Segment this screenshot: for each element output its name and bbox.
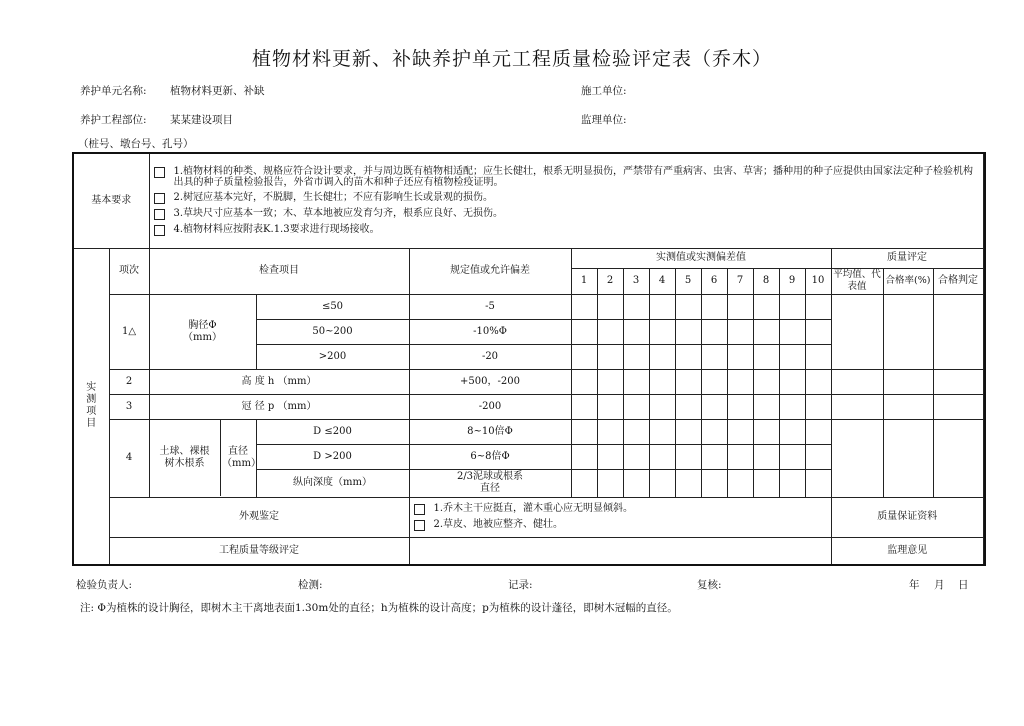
value-cell[interactable] [805, 469, 831, 497]
value-cell[interactable] [675, 444, 701, 469]
basic-requirement-item: 4.植物材料应按附表K.1.3要求进行现场接收。 [150, 222, 983, 238]
col-number: 6 [701, 268, 727, 294]
page-title: 植物材料更新、补缺养护单元工程质量检验评定表（乔木） [251, 48, 772, 70]
row1-range: ≤50 [256, 294, 409, 319]
value-cell[interactable] [623, 444, 649, 469]
pile-label: （桩号、墩台号、孔号） [78, 138, 194, 150]
value-cell[interactable] [727, 394, 753, 419]
value-cell[interactable] [675, 294, 701, 319]
value-cell[interactable] [623, 419, 649, 444]
col-number: 3 [623, 268, 649, 294]
value-cell[interactable] [571, 319, 597, 344]
value-cell[interactable] [649, 344, 675, 369]
col-avg: 平均值、代表值 [831, 268, 883, 294]
appearance-label: 外观鉴定 [109, 497, 409, 537]
col-check-item: 检查项目 [149, 248, 409, 294]
value-cell[interactable] [701, 394, 727, 419]
row4-item-label: 土球、裸根树木根系 [150, 420, 221, 496]
value-cell[interactable] [753, 444, 779, 469]
value-cell[interactable] [649, 444, 675, 469]
col-number: 1 [571, 268, 597, 294]
value-cell[interactable] [649, 394, 675, 419]
value-cell[interactable] [753, 344, 779, 369]
value-cell[interactable] [753, 369, 779, 394]
footer-month: 月 [934, 579, 945, 591]
value-cell[interactable] [649, 294, 675, 319]
grade-label: 工程质量等级评定 [109, 537, 409, 565]
row4-item [149, 419, 261, 497]
avg-cell[interactable] [831, 294, 883, 369]
value-cell[interactable] [675, 469, 701, 497]
value-cell[interactable] [779, 294, 805, 319]
value-cell[interactable] [675, 344, 701, 369]
value-cell[interactable] [701, 344, 727, 369]
rate-cell[interactable] [883, 369, 933, 394]
col-number: 10 [805, 268, 831, 294]
value-cell[interactable] [779, 394, 805, 419]
value-cell[interactable] [571, 344, 597, 369]
value-cell[interactable] [623, 469, 649, 497]
value-cell[interactable] [701, 444, 727, 469]
construction-unit-label: 施工单位: [581, 85, 627, 97]
value-cell[interactable] [597, 344, 623, 369]
value-cell[interactable] [727, 294, 753, 319]
value-cell[interactable] [805, 444, 831, 469]
footnote: 注: Φ为植株的设计胸径，即树木主干离地表面1.30m处的直径；h为植株的设计高度；p为植株的设计蓬径，即树木冠幅的直径。 [80, 602, 678, 614]
quality-docs-cell[interactable] [983, 497, 985, 537]
footer-record: 记录: [508, 579, 533, 591]
value-cell[interactable] [649, 319, 675, 344]
rate-cell[interactable] [883, 419, 933, 497]
value-cell[interactable] [727, 419, 753, 444]
value-cell[interactable] [675, 319, 701, 344]
row4-item-inner [150, 420, 261, 496]
col-item-no: 项次 [109, 248, 149, 294]
footer-test: 检测: [298, 579, 323, 591]
col-spec: 规定值或允许偏差 [409, 248, 571, 294]
row4-depth-spec: 2/3泥球或根系直径 [409, 469, 571, 497]
unit-name-value: 植物材料更新、补缺 [170, 85, 265, 97]
judge-cell[interactable] [933, 394, 983, 419]
row4-no: 4 [109, 419, 149, 497]
col-values-header: 实测值或实测偏差值 [571, 248, 831, 268]
appearance-list [409, 497, 831, 537]
basic-requirements-label: 基本要求 [73, 153, 149, 248]
footer-recheck: 复核: [697, 579, 722, 591]
project-part-value: 某某建设项目 [170, 114, 233, 126]
value-cell[interactable] [753, 419, 779, 444]
col-judge: 合格判定 [933, 268, 983, 294]
col-quality-header: 质量评定 [831, 248, 983, 268]
value-cell[interactable] [597, 444, 623, 469]
checkbox[interactable] [154, 193, 165, 204]
measured-items-label: 实测项目 [73, 248, 109, 565]
row1-no: 1△ [109, 294, 149, 369]
value-cell[interactable] [805, 369, 831, 394]
value-cell[interactable] [727, 344, 753, 369]
checkbox[interactable] [154, 167, 165, 178]
value-cell[interactable] [805, 394, 831, 419]
value-cell[interactable] [597, 419, 623, 444]
value-cell[interactable] [623, 294, 649, 319]
appearance-item: 1.乔木主干应挺直，灌木重心应无明显倾斜。 [410, 501, 831, 517]
row1-spec: -5 [409, 294, 571, 319]
row3-item: 冠 径 p （mm） [149, 394, 409, 419]
avg-cell[interactable] [831, 369, 883, 394]
rate-cell[interactable] [883, 394, 933, 419]
value-cell[interactable] [675, 394, 701, 419]
basic-requirements-list [149, 153, 983, 248]
row4-range: D >200 [256, 444, 409, 469]
judge-cell[interactable] [933, 369, 983, 394]
row2-no: 2 [109, 369, 149, 394]
value-cell[interactable] [623, 319, 649, 344]
supervision-unit-label: 监理单位: [581, 114, 627, 126]
value-cell[interactable] [805, 419, 831, 444]
row1-item: 胸径Φ（mm） [149, 294, 256, 369]
value-cell[interactable] [701, 469, 727, 497]
value-cell[interactable] [623, 344, 649, 369]
row1-range: 50~200 [256, 319, 409, 344]
footer-year: 年 [909, 579, 920, 591]
value-cell[interactable] [727, 319, 753, 344]
value-cell[interactable] [597, 319, 623, 344]
value-cell[interactable] [675, 419, 701, 444]
value-cell[interactable] [753, 294, 779, 319]
unit-name-label: 养护单元名称: [80, 85, 147, 97]
value-cell[interactable] [805, 344, 831, 369]
footer-inspector: 检验负责人: [76, 579, 133, 591]
col-number: 8 [753, 268, 779, 294]
row2-spec: +500，-200 [409, 369, 571, 394]
col-number: 9 [779, 268, 805, 294]
value-cell[interactable] [701, 319, 727, 344]
row2-item: 高 度 h （mm） [149, 369, 409, 394]
avg-cell[interactable] [831, 394, 883, 419]
avg-cell[interactable] [831, 419, 883, 497]
value-cell[interactable] [727, 469, 753, 497]
value-cell[interactable] [571, 444, 597, 469]
row4-depth: 纵向深度（mm） [256, 469, 409, 497]
value-cell[interactable] [753, 469, 779, 497]
row1-spec: -10%Φ [409, 319, 571, 344]
value-cell[interactable] [597, 394, 623, 419]
judge-cell[interactable] [933, 419, 983, 497]
value-cell[interactable] [779, 419, 805, 444]
footer-day: 日 [958, 579, 969, 591]
row4-spec: 8~10倍Φ [409, 419, 571, 444]
inspection-table [72, 152, 986, 566]
value-cell[interactable] [805, 319, 831, 344]
value-cell[interactable] [597, 469, 623, 497]
col-number: 7 [727, 268, 753, 294]
value-cell[interactable] [571, 369, 597, 394]
value-cell[interactable] [779, 344, 805, 369]
value-cell[interactable] [805, 294, 831, 319]
supervision-opinion-label: 监理意见 [831, 537, 983, 565]
col-number: 2 [597, 268, 623, 294]
value-cell[interactable] [753, 319, 779, 344]
appearance-item: 2.草皮、地被应整齐、健壮。 [410, 517, 831, 533]
basic-requirement-item: 2.树冠应基本完好，不脱脚，生长健壮；不应有影响生长或景观的损伤。 [150, 190, 983, 206]
value-cell[interactable] [727, 369, 753, 394]
value-cell[interactable] [597, 369, 623, 394]
value-cell[interactable] [597, 294, 623, 319]
value-cell[interactable] [649, 369, 675, 394]
value-cell[interactable] [779, 319, 805, 344]
checkbox[interactable] [414, 504, 425, 515]
value-cell[interactable] [675, 369, 701, 394]
row1-range: >200 [256, 344, 409, 369]
basic-requirement-item: 3.草块尺寸应基本一致；木、草本地被应发育匀齐，根系应良好、无损伤。 [150, 206, 983, 222]
value-cell[interactable] [649, 469, 675, 497]
value-cell[interactable] [623, 369, 649, 394]
row1-spec: -20 [409, 344, 571, 369]
rate-cell[interactable] [883, 294, 933, 369]
basic-requirement-item: 1.植物材料的种类、规格应符合设计要求，并与周边既有植物相适配；应生长健壮，根系无明显损伤，严禁带有严重病害、虫害、草害；播种用的种子应提供由国家法定种子检验机构出具的种子质量检验报告，外省市调入的苗木和种子还应有植物检疫证明。 [150, 164, 983, 190]
col-rate: 合格率(%) [883, 268, 933, 294]
value-cell[interactable] [571, 294, 597, 319]
value-cell[interactable] [779, 444, 805, 469]
value-cell[interactable] [623, 394, 649, 419]
value-cell[interactable] [753, 394, 779, 419]
row4-spec: 6~8倍Φ [409, 444, 571, 469]
value-cell[interactable] [571, 394, 597, 419]
judge-cell[interactable] [933, 294, 983, 369]
col-number: 4 [649, 268, 675, 294]
row4-diam-label: 直径（mm） [222, 446, 261, 469]
value-cell[interactable] [779, 469, 805, 497]
row3-no: 3 [109, 394, 149, 419]
checkbox[interactable] [154, 209, 165, 220]
value-cell[interactable] [571, 419, 597, 444]
grade-cell[interactable] [409, 537, 831, 565]
checkbox[interactable] [154, 225, 165, 236]
project-part-label: 养护工程部位: [80, 114, 147, 126]
col-number: 5 [675, 268, 701, 294]
supervision-opinion-cell[interactable] [983, 537, 985, 565]
quality-docs-label: 质量保证资料 [831, 497, 983, 537]
value-cell[interactable] [779, 369, 805, 394]
row3-spec: -200 [409, 394, 571, 419]
value-cell[interactable] [701, 294, 727, 319]
value-cell[interactable] [571, 469, 597, 497]
value-cell[interactable] [701, 419, 727, 444]
value-cell[interactable] [727, 444, 753, 469]
row4-range: D ≤200 [256, 419, 409, 444]
value-cell[interactable] [701, 369, 727, 394]
value-cell[interactable] [649, 419, 675, 444]
checkbox[interactable] [414, 520, 425, 531]
